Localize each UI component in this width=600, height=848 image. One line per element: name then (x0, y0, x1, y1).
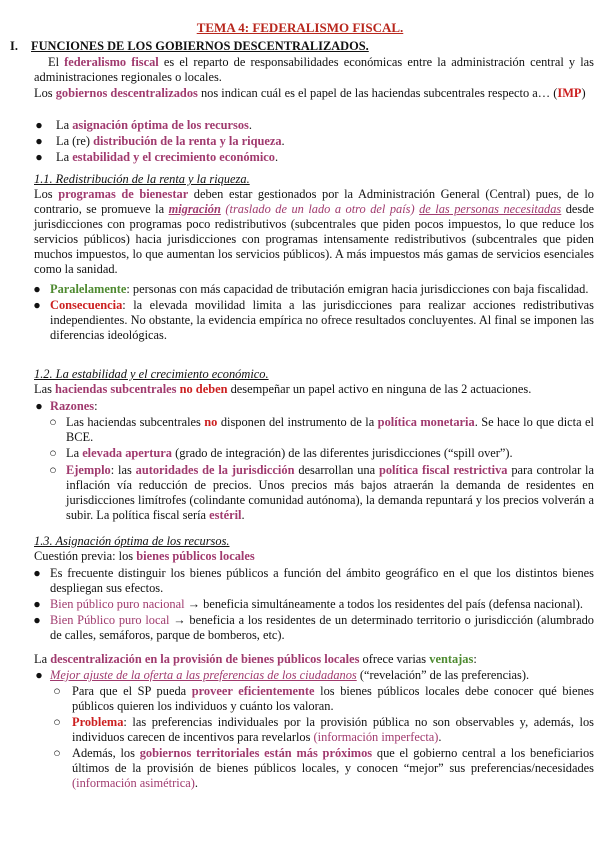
text: . (275, 150, 279, 164)
text: (grado de integración) de las diferentes jurisdicciones (“spill over”). (175, 446, 513, 460)
term-programas: programas de bienestar (58, 187, 189, 201)
term-ventajas: ventajas (429, 652, 474, 666)
term: estabilidad y el crecimiento económico (72, 150, 275, 164)
bullet-icon: ● (33, 298, 41, 312)
text: Además, los (72, 746, 135, 760)
term-no: no (204, 415, 218, 429)
list-item (49, 415, 594, 445)
term: distribución de la renta y la riqueza (93, 134, 282, 148)
bullet-icon: ● (35, 118, 43, 132)
document-title: TEMA 4: FEDERALISMO FISCAL. (196, 20, 404, 35)
section-1-heading (10, 39, 590, 54)
term-gobiernos-territoriales: gobiernos territoriales están más próximos (139, 746, 373, 760)
text: . (438, 730, 442, 744)
paragraph-federalismo (34, 55, 594, 85)
bullet-icon: ● (33, 613, 41, 627)
imp-label: IMP (557, 86, 582, 100)
term-no-deben: no deben (179, 382, 228, 396)
list-item (34, 150, 594, 166)
text: : las preferencias individuales por la provisión pública no son observables y, además, los individuos carecen de incentivos para revelarlos (72, 715, 594, 744)
text: La (56, 150, 70, 164)
cuestion-previa (34, 549, 594, 564)
term-problema: Problema (72, 715, 124, 729)
circle-bullet-icon: ○ (49, 415, 57, 429)
circle-bullet-icon: ○ (53, 684, 61, 698)
circle-bullet-icon: ○ (53, 746, 61, 760)
bullet-icon: ● (33, 282, 41, 296)
term-migracion: migración (168, 202, 221, 216)
term: asignación óptima de los recursos (72, 118, 249, 132)
text: Cuestión previa: los (34, 549, 134, 563)
text: que el gobierno central a los beneficiarios últimos de la provisión de bienes públicos locales, y conocen “mejor” sus preferencias/necesidades (72, 746, 594, 775)
list-item (49, 463, 594, 523)
bullet-icon: ● (33, 597, 41, 611)
text: Es frecuente distinguir los bienes públicos a función del ámbito geográfico en el que los distintos bienes despliegan sus efectos. (50, 566, 594, 595)
text: desde jurisdicciones con programas poco redistributivos (subcentrales que piden pocos impuestos, lo que reduce los servicios públicos) hacia jurisdicciones con programas intensamente redistributivos (subcentrales que piden muchos impuestos, lo que aumentan los servicios públicos). A más impuestos más gamas de servicios esenciales como la sanidad. (34, 202, 594, 276)
text: La (66, 446, 80, 460)
text: (información asimétrica) (72, 776, 195, 790)
bullet-list-redistribucion (34, 282, 594, 343)
text: nos indican cuál es el papel de las haciendas subcentrales respecto a… ( (200, 86, 558, 100)
list-item (34, 298, 594, 343)
text: : (94, 399, 98, 413)
term-politica-restrictiva: política fiscal restrictiva (378, 463, 508, 477)
circle-bullet-icon: ○ (49, 463, 57, 477)
subheading-1-3: 1.3. Asignación óptima de los recursos. (34, 534, 230, 548)
text: La (re) (56, 134, 91, 148)
section-number: I. (10, 39, 18, 53)
text: → beneficia a los residentes de un determinado territorio o jurisdicción (alumbrado de calles, semáforos, parque de bomberos, etc). (50, 613, 594, 642)
circle-bullet-icon: ○ (49, 446, 57, 460)
term-paralelamente: Paralelamente (50, 282, 127, 296)
text: La (34, 652, 48, 666)
term-autoridades: autoridades de la jurisdicción (135, 463, 295, 477)
text: . (281, 134, 285, 148)
paragraph-gobiernos (34, 86, 594, 101)
text: disponen del instrumento de la (220, 415, 375, 429)
text: Las (34, 382, 52, 396)
text: : (473, 652, 477, 666)
text: desempeñar un papel activo en ninguna de las 2 actuaciones. (230, 382, 532, 396)
bullet-icon: ● (35, 668, 43, 682)
text: : las (110, 463, 132, 477)
text: deben estar gestionados por la Administración General (Central) pues, de lo contrario, se promueve la (34, 187, 594, 216)
text: . (194, 776, 198, 790)
list-item (34, 613, 594, 643)
term-federalismo: federalismo fiscal (64, 55, 159, 69)
text: para controlar la inflación vía reducción de precios. Unos precios más bajos atraerán la demanda de residentes en jurisdicciones limítrofes (colindante comunidad autónoma), la demanda repuntará y los precios volverán a subir. La política fiscal sería (66, 463, 594, 522)
text: Los (34, 187, 53, 201)
term-bien-local: Bien Público puro local (50, 613, 170, 627)
term-gobiernos: gobiernos descentralizados (55, 86, 198, 100)
text: Los (34, 86, 53, 100)
sublist-razones (49, 415, 594, 523)
text: los bienes públicos locales debe conocer qué bienes públicos quieren los individuos y cuánto los valoran. (72, 684, 594, 713)
list-item (49, 446, 594, 461)
subheading-1-2: 1.2. La estabilidad y el crecimiento económico. (34, 367, 269, 381)
term-proveer: proveer eficientemente (191, 684, 315, 698)
list-item (34, 597, 594, 612)
list-item (34, 118, 594, 134)
term-elevada-apertura: elevada apertura (82, 446, 173, 460)
term-politica-monetaria: política monetaria (377, 415, 475, 429)
text: : personas con más capacidad de tributación emigran hacia jurisdicciones con baja fiscalidad. (126, 282, 589, 296)
text: Para que el SP pueda (72, 684, 187, 698)
text: → beneficia simultáneamente a todos los residentes del país (defensa nacional). (187, 597, 583, 611)
text: ofrece varias (362, 652, 427, 666)
list-item (34, 282, 594, 297)
text: ) (581, 86, 586, 100)
text: es el reparto de responsabilidades económicas entre la administración central y las administraciones regionales o locales. (34, 55, 594, 84)
paragraph-descentralizacion (34, 652, 594, 667)
text: desarrollan una (298, 463, 376, 477)
bullet-list-funciones (34, 118, 594, 166)
text: (traslado de un lado a otro del país) (225, 202, 415, 216)
list-item (34, 566, 594, 596)
text: Las haciendas subcentrales (66, 415, 201, 429)
text: El (48, 55, 60, 69)
bullet-icon: ● (33, 566, 41, 580)
list-item (53, 715, 594, 745)
term-bienes-locales: bienes públicos locales (136, 549, 255, 563)
subheading-1-1: 1.1. Redistribución de la renta y la riqueza. (34, 172, 250, 186)
section-heading-text: FUNCIONES DE LOS GOBIERNOS DESCENTRALIZADOS. (31, 39, 369, 53)
bullet-list-bienes (34, 566, 594, 643)
list-item (53, 684, 594, 714)
term-consecuencia: Consecuencia (50, 298, 123, 312)
text: . (248, 118, 252, 132)
term-esteril: estéril (209, 508, 242, 522)
term-mejor-ajuste: Mejor ajuste de la oferta a las preferencias de los ciudadanos (50, 668, 357, 682)
paragraph-haciendas (34, 382, 594, 397)
bullet-icon: ● (35, 399, 43, 413)
text: La (56, 118, 70, 132)
list-item (34, 134, 594, 150)
term-descentralizacion: descentralización en la provisión de bienes públicos locales (50, 652, 360, 666)
term-bien-nacional: Bien público puro nacional (50, 597, 185, 611)
term-razones: Razones (50, 399, 95, 413)
circle-bullet-icon: ○ (53, 715, 61, 729)
paragraph-programas (34, 187, 594, 277)
text: : la elevada movilidad limita a las jurisdicciones para realizar acciones redistributivas independientes. No obstante, la evidencia empírica no ofrece resultados concluyentes. Al final se imponen las diferencias ideológicas. (50, 298, 594, 342)
text: . (241, 508, 245, 522)
list-item (53, 746, 594, 791)
bullet-icon: ● (35, 150, 43, 164)
text: (“revelación” de las preferencias). (359, 668, 530, 682)
sublist-ventajas (53, 684, 594, 791)
term-ejemplo: Ejemplo (66, 463, 111, 477)
text: . Se hace lo que dicta el BCE. (66, 415, 594, 444)
bullet-icon: ● (35, 134, 43, 148)
text: (información imperfecta) (313, 730, 439, 744)
term-haciendas: haciendas subcentrales (55, 382, 177, 396)
text: de las personas necesitadas (419, 202, 562, 216)
